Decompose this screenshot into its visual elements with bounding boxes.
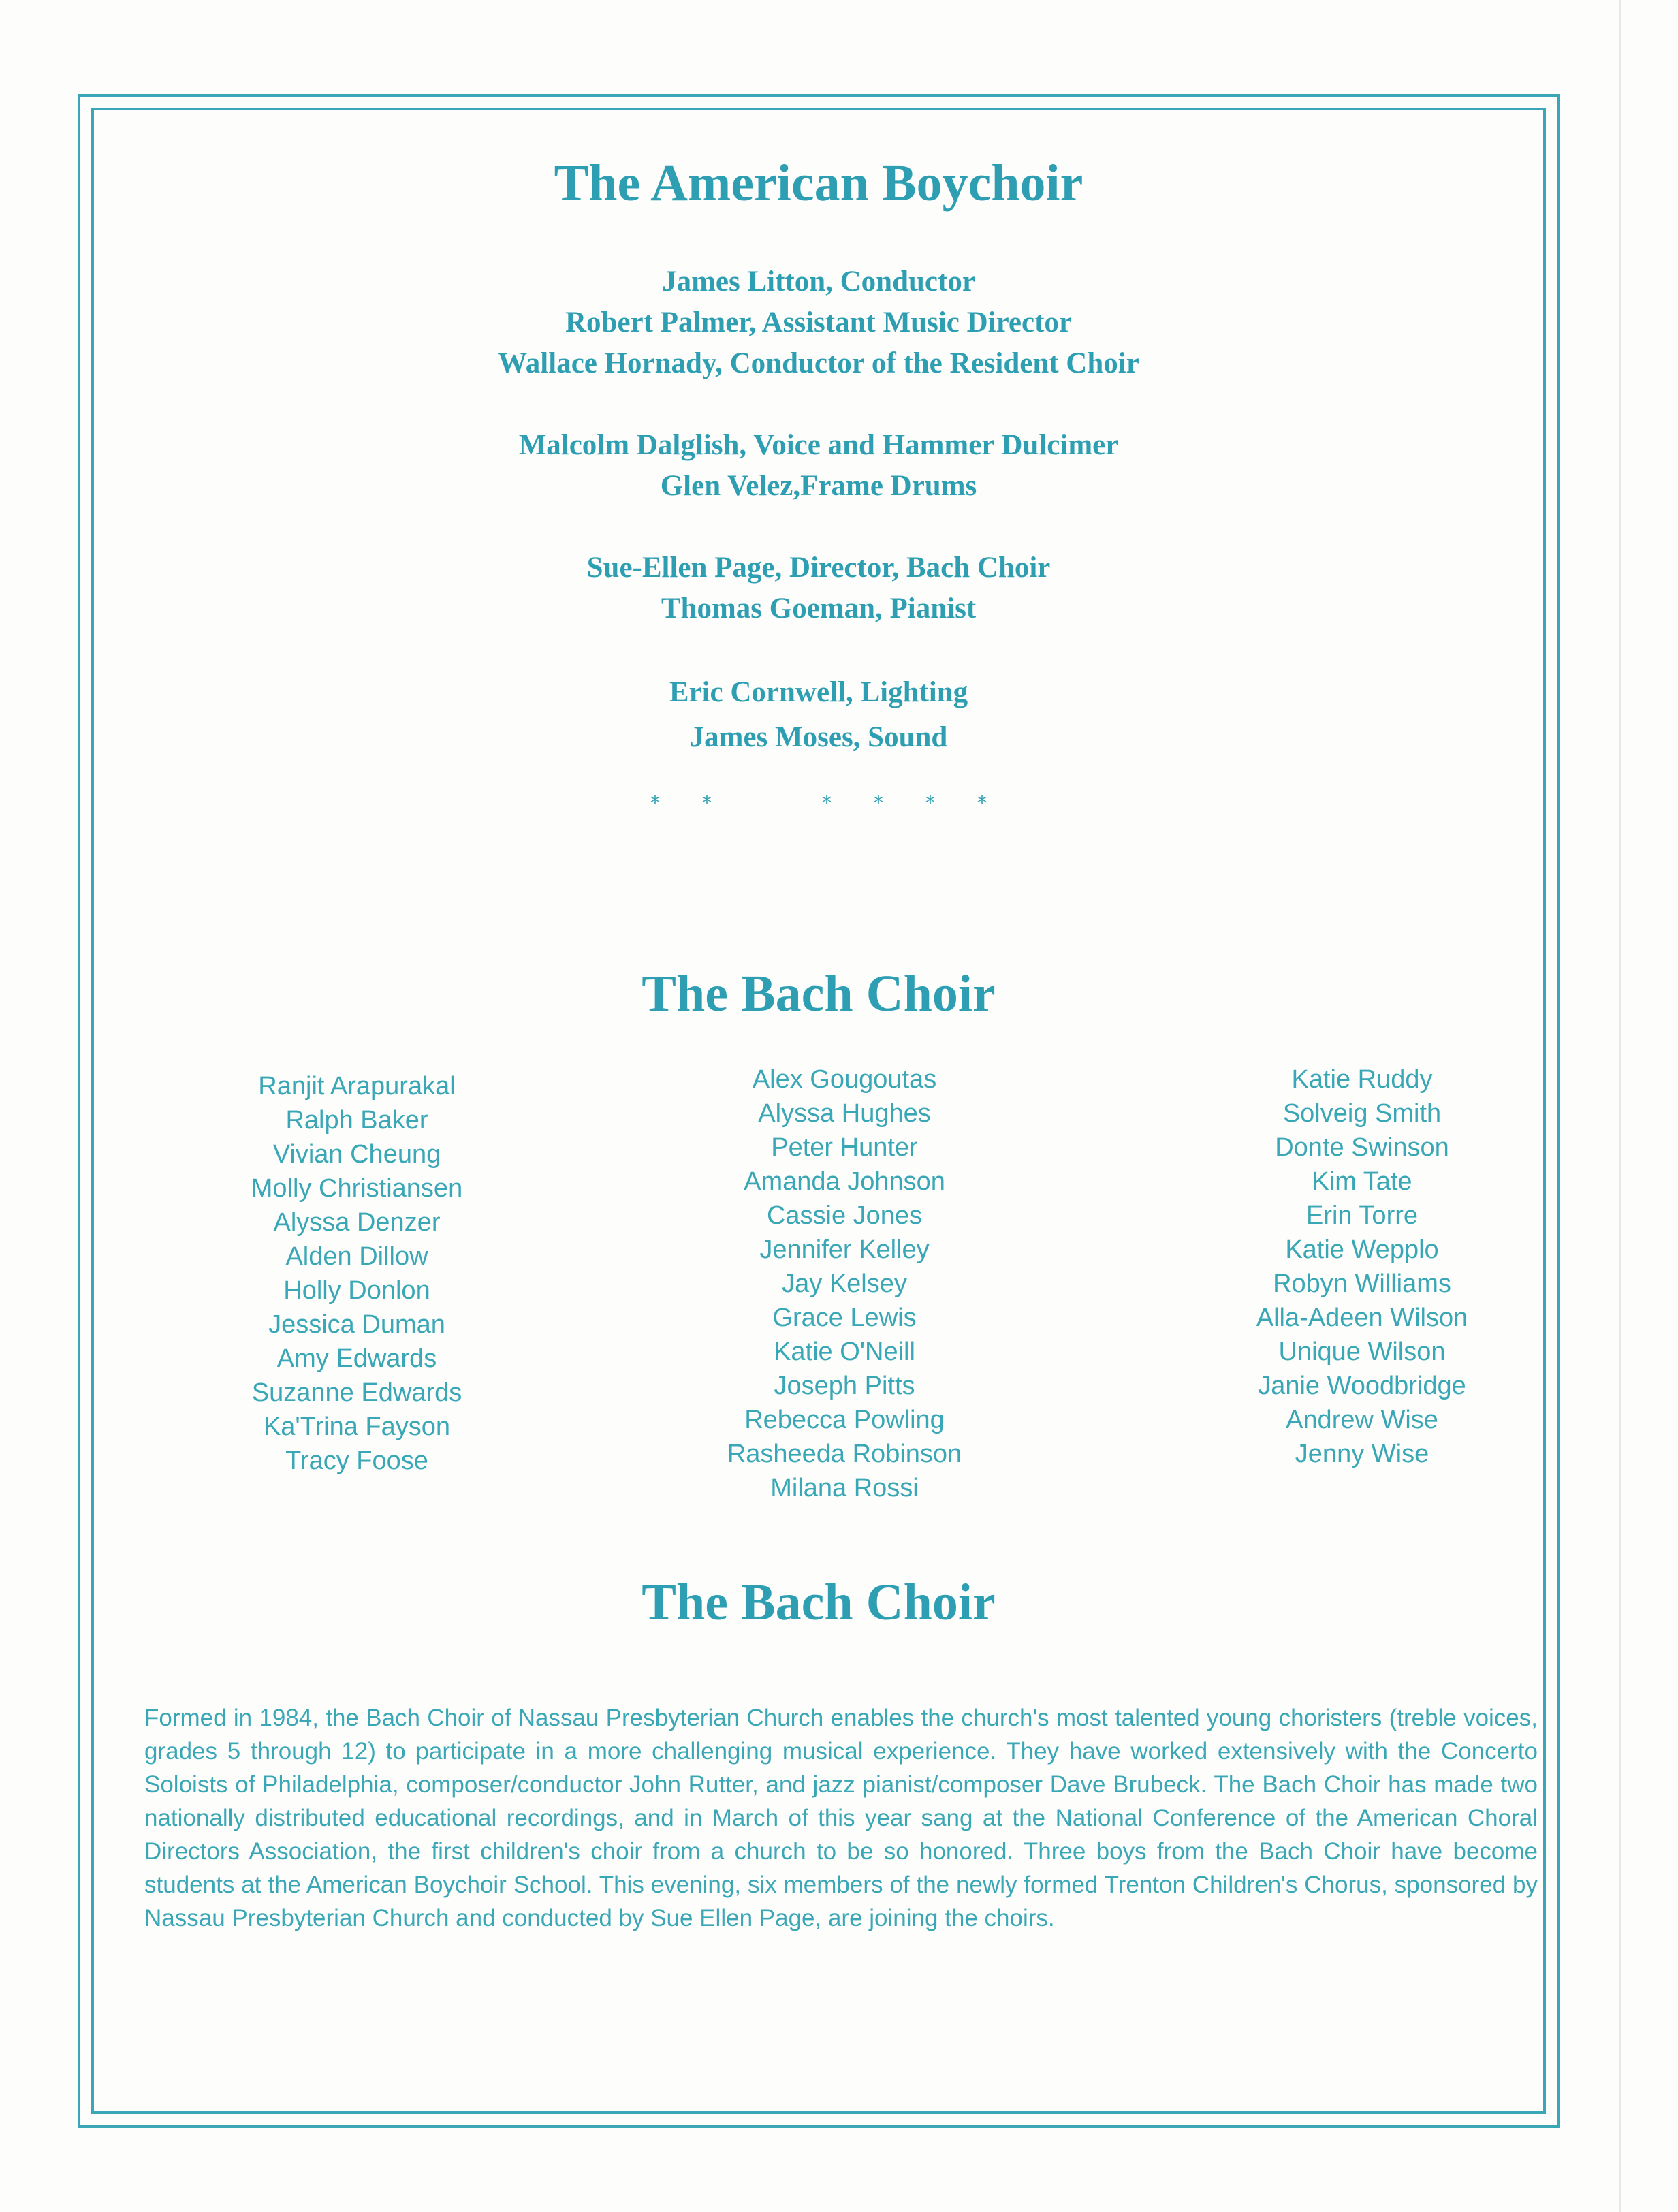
roster-member: Ka'Trina Fayson bbox=[263, 1412, 451, 1441]
roster-member: Rasheeda Robinson bbox=[727, 1440, 962, 1468]
roster-member: Amanda Johnson bbox=[744, 1167, 945, 1196]
credits-group-technical bbox=[94, 670, 1543, 760]
asterisk: * bbox=[874, 791, 883, 814]
roster-member: Janie Woodbridge bbox=[1258, 1372, 1466, 1400]
roster-member: Jay Kelsey bbox=[782, 1269, 907, 1298]
roster-member: Rebecca Powling bbox=[744, 1406, 945, 1434]
roster-member: Unique Wilson bbox=[1278, 1338, 1446, 1366]
roster-member: Cassie Jones bbox=[766, 1201, 923, 1230]
roster-member: Alla-Adeen Wilson bbox=[1256, 1304, 1468, 1332]
roster-member: Katie Wepplo bbox=[1285, 1235, 1439, 1264]
page-edge bbox=[1619, 0, 1621, 2212]
roster-member: Katie O'Neill bbox=[774, 1338, 915, 1366]
roster-member: Grace Lewis bbox=[772, 1304, 917, 1332]
credit-line: Eric Cornwell, Lighting bbox=[669, 676, 968, 708]
roster-member: Holly Donlon bbox=[283, 1276, 430, 1305]
roster-member: Suzanne Edwards bbox=[251, 1378, 462, 1407]
roster-member: Amy Edwards bbox=[276, 1344, 437, 1373]
roster-member: Donte Swinson bbox=[1275, 1133, 1449, 1162]
roster-member: Kim Tate bbox=[1312, 1167, 1412, 1196]
roster-member: Alyssa Hughes bbox=[758, 1099, 931, 1128]
roster-member: Peter Hunter bbox=[771, 1133, 918, 1162]
credit-line: Robert Palmer, Assistant Music Director bbox=[565, 306, 1072, 338]
roster-member: Robyn Williams bbox=[1273, 1269, 1451, 1298]
roster-member: Solveig Smith bbox=[1282, 1099, 1442, 1128]
credit-line: Thomas Goeman, Pianist bbox=[661, 592, 977, 625]
roster-member: Ranjit Arapurakal bbox=[258, 1072, 456, 1101]
bach-roster-title: The Bach Choir bbox=[642, 965, 996, 1022]
credit-line: James Moses, Sound bbox=[689, 721, 948, 753]
credits-group-bach-staff bbox=[94, 548, 1543, 629]
asterisk: * bbox=[925, 791, 935, 814]
asterisk: * bbox=[702, 791, 712, 814]
credit-line: Sue-Ellen Page, Director, Bach Choir bbox=[586, 552, 1051, 584]
program-page bbox=[94, 110, 1543, 2111]
roster-member: Jessica Duman bbox=[268, 1310, 445, 1339]
roster-column-2 bbox=[654, 1062, 1035, 1505]
credit-line: Malcolm Dalglish, Voice and Hammer Dulcimer bbox=[518, 429, 1119, 461]
roster-member: Erin Torre bbox=[1305, 1201, 1419, 1230]
roster-member: Alex Gougoutas bbox=[752, 1065, 937, 1094]
roster-column-1 bbox=[166, 1069, 548, 1478]
roster-member: Andrew Wise bbox=[1286, 1406, 1438, 1434]
roster-column-3 bbox=[1171, 1062, 1553, 1471]
asterisk: * bbox=[650, 791, 660, 814]
credits-group-conductors bbox=[94, 262, 1543, 384]
roster-member: Jennifer Kelley bbox=[759, 1235, 930, 1264]
credit-line: Wallace Hornady, Conductor of the Resident Choir bbox=[498, 347, 1139, 379]
roster-member: Alden Dillow bbox=[285, 1242, 428, 1271]
boychoir-title: The American Boychoir bbox=[554, 155, 1083, 212]
roster-member: Tracy Foose bbox=[285, 1447, 428, 1475]
roster-member: Joseph Pitts bbox=[774, 1372, 915, 1400]
asterisk-separator bbox=[94, 791, 1543, 814]
roster-member: Jenny Wise bbox=[1295, 1440, 1429, 1468]
roster-member: Katie Ruddy bbox=[1291, 1065, 1433, 1094]
roster-member: Vivian Cheung bbox=[272, 1140, 441, 1169]
asterisk: * bbox=[822, 791, 832, 814]
bach-about-title: The Bach Choir bbox=[642, 1574, 996, 1631]
roster-member: Ralph Baker bbox=[285, 1106, 428, 1135]
credit-line: James Litton, Conductor bbox=[662, 266, 975, 298]
credits-group-musicians bbox=[94, 425, 1543, 507]
roster-member: Alyssa Denzer bbox=[273, 1208, 441, 1237]
credit-line: Glen Velez,Frame Drums bbox=[660, 470, 977, 502]
bach-about-paragraph: Formed in 1984, the Bach Choir of Nassau Presbyterian Church enables the church's most talented young choristers (treble voices, grades 5 through 12) to participate in a more challenging musical experience. They have worked extensively with the Concerto Soloists of Philadelphia, composer/conductor John Rutter, and jazz pianist/composer Dave Brubeck. The Bach Choir has made two nationally distributed educational recordings, and in March of this year sang at the National Conference of the American Choral Directors Association, the first children's choir from a church to be so honored. Three boys from the Bach Choir have become students at the American Boychoir School. This evening, six members of the newly formed Trenton Children's Chorus, sponsored by Nassau Presbyterian Church and conducted by Sue Ellen Page, are joining the choirs. bbox=[144, 1705, 1538, 1931]
roster-member: Milana Rossi bbox=[770, 1474, 919, 1502]
roster-member: Molly Christiansen bbox=[251, 1174, 463, 1203]
asterisk: * bbox=[977, 791, 987, 814]
